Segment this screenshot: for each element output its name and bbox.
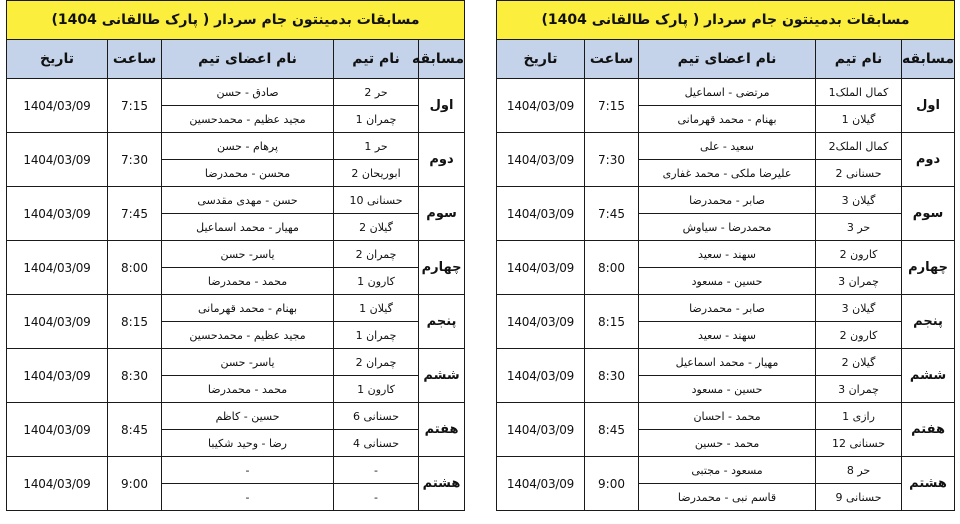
header-members: نام اعضای تیم bbox=[162, 40, 334, 79]
team-members-cell: حسین - کاظم bbox=[162, 403, 334, 430]
time-cell: 8:00 bbox=[585, 241, 639, 295]
team-name-cell: چمران 1 bbox=[334, 322, 419, 349]
time-cell: 8:00 bbox=[108, 241, 162, 295]
team-members-cell: مرتضی - اسماعیل bbox=[639, 79, 816, 106]
match-row bbox=[497, 295, 955, 322]
time-cell: 8:45 bbox=[585, 403, 639, 457]
race-cell: هشتم bbox=[902, 457, 955, 511]
match-row bbox=[497, 403, 955, 430]
match-row bbox=[497, 133, 955, 160]
team-members-cell: - bbox=[162, 457, 334, 484]
time-cell: 8:45 bbox=[108, 403, 162, 457]
team-name-cell: حسنانی 12 bbox=[816, 430, 902, 457]
team-members-cell: پرهام - حسن bbox=[162, 133, 334, 160]
team-name-cell: چمران 2 bbox=[334, 241, 419, 268]
team-members-cell: یاسر- حسن bbox=[162, 349, 334, 376]
team-name-cell: حسنانی 9 bbox=[816, 484, 902, 511]
team-members-cell: محمد - احسان bbox=[639, 403, 816, 430]
header-date: تاریخ bbox=[497, 40, 585, 79]
team-members-cell: صادق - حسن bbox=[162, 79, 334, 106]
schedule-body bbox=[7, 79, 465, 511]
time-cell: 9:00 bbox=[585, 457, 639, 511]
match-row bbox=[497, 349, 955, 376]
date-cell: 1404/03/09 bbox=[7, 133, 108, 187]
team-members-cell: محمد - حسین bbox=[639, 430, 816, 457]
race-cell: پنجم bbox=[902, 295, 955, 349]
schedule-panel-left bbox=[6, 0, 464, 524]
race-cell: سوم bbox=[902, 187, 955, 241]
team-members-cell: حسن - مهدی مقدسی bbox=[162, 187, 334, 214]
team-members-cell: مهیار - محمد اسماعیل bbox=[639, 349, 816, 376]
time-cell: 7:15 bbox=[585, 79, 639, 133]
team-name-cell: چمران 3 bbox=[816, 268, 902, 295]
header-race: مسابقه bbox=[902, 40, 955, 79]
team-name-cell: حر 3 bbox=[816, 214, 902, 241]
match-row bbox=[497, 79, 955, 106]
team-members-cell: قاسم نبی - محمدرضا bbox=[639, 484, 816, 511]
team-name-cell: حر 1 bbox=[334, 133, 419, 160]
team-name-cell: - bbox=[334, 484, 419, 511]
schedule-body bbox=[497, 79, 955, 511]
match-row bbox=[7, 241, 465, 268]
time-cell: 7:30 bbox=[585, 133, 639, 187]
team-name-cell: ابوریحان 2 bbox=[334, 160, 419, 187]
date-cell: 1404/03/09 bbox=[497, 295, 585, 349]
team-name-cell: حسنانی 10 bbox=[334, 187, 419, 214]
team-members-cell: سهند - سعید bbox=[639, 241, 816, 268]
date-cell: 1404/03/09 bbox=[7, 295, 108, 349]
team-name-cell: حر 8 bbox=[816, 457, 902, 484]
team-members-cell: صابر - محمدرضا bbox=[639, 187, 816, 214]
date-cell: 1404/03/09 bbox=[7, 241, 108, 295]
date-cell: 1404/03/09 bbox=[497, 403, 585, 457]
team-name-cell: گیلان 2 bbox=[334, 214, 419, 241]
team-name-cell: گیلان 3 bbox=[816, 295, 902, 322]
match-row bbox=[7, 133, 465, 160]
team-members-cell: سعید - علی bbox=[639, 133, 816, 160]
team-members-cell: محمدرضا - سیاوش bbox=[639, 214, 816, 241]
header-team: نام تیم bbox=[816, 40, 902, 79]
race-cell: ششم bbox=[419, 349, 465, 403]
team-members-cell: محمد - محمدرضا bbox=[162, 268, 334, 295]
race-cell: سوم bbox=[419, 187, 465, 241]
time-cell: 8:30 bbox=[108, 349, 162, 403]
team-name-cell: کارون 1 bbox=[334, 376, 419, 403]
date-cell: 1404/03/09 bbox=[7, 403, 108, 457]
match-row bbox=[7, 349, 465, 376]
table-title: مسابقات بدمینتون جام سردار ( پارک طالقانی 1404) bbox=[497, 1, 955, 40]
race-cell: هشتم bbox=[419, 457, 465, 511]
team-members-cell: بهنام - محمد قهرمانی bbox=[639, 106, 816, 133]
date-cell: 1404/03/09 bbox=[7, 457, 108, 511]
team-name-cell: رازی 1 bbox=[816, 403, 902, 430]
race-cell: ششم bbox=[902, 349, 955, 403]
team-name-cell: - bbox=[334, 457, 419, 484]
match-row bbox=[7, 457, 465, 484]
team-members-cell: حسین - مسعود bbox=[639, 376, 816, 403]
table-title: مسابقات بدمینتون جام سردار ( پارک طالقانی 1404) bbox=[7, 1, 465, 40]
team-name-cell: حسنانی 6 bbox=[334, 403, 419, 430]
match-row bbox=[7, 79, 465, 106]
team-members-cell: سهند - سعید bbox=[639, 322, 816, 349]
schedule-panel-right bbox=[496, 0, 954, 524]
time-cell: 8:30 bbox=[585, 349, 639, 403]
time-cell: 7:15 bbox=[108, 79, 162, 133]
time-cell: 8:15 bbox=[585, 295, 639, 349]
race-cell: چهارم bbox=[419, 241, 465, 295]
time-cell: 7:45 bbox=[108, 187, 162, 241]
time-cell: 7:45 bbox=[585, 187, 639, 241]
date-cell: 1404/03/09 bbox=[497, 187, 585, 241]
time-cell: 8:15 bbox=[108, 295, 162, 349]
header-date: تاریخ bbox=[7, 40, 108, 79]
team-name-cell: حسنانی 4 bbox=[334, 430, 419, 457]
team-members-cell: بهنام - محمد قهرمانی bbox=[162, 295, 334, 322]
header-members: نام اعضای تیم bbox=[639, 40, 816, 79]
date-cell: 1404/03/09 bbox=[497, 79, 585, 133]
header-time: ساعت bbox=[585, 40, 639, 79]
race-cell: هفتم bbox=[902, 403, 955, 457]
race-cell: دوم bbox=[902, 133, 955, 187]
team-name-cell: گیلان 1 bbox=[816, 106, 902, 133]
date-cell: 1404/03/09 bbox=[7, 79, 108, 133]
team-name-cell: کارون 2 bbox=[816, 241, 902, 268]
team-name-cell: چمران 3 bbox=[816, 376, 902, 403]
team-name-cell: گیلان 3 bbox=[816, 187, 902, 214]
team-name-cell: کمال الملک2 bbox=[816, 133, 902, 160]
header-time: ساعت bbox=[108, 40, 162, 79]
team-name-cell: کارون 1 bbox=[334, 268, 419, 295]
time-cell: 7:30 bbox=[108, 133, 162, 187]
team-name-cell: کمال الملک1 bbox=[816, 79, 902, 106]
team-members-cell: یاسر- حسن bbox=[162, 241, 334, 268]
race-cell: اول bbox=[902, 79, 955, 133]
team-members-cell: حسین - مسعود bbox=[639, 268, 816, 295]
team-members-cell: مجید عظیم - محمدحسین bbox=[162, 106, 334, 133]
team-members-cell: محسن - محمدرضا bbox=[162, 160, 334, 187]
race-cell: پنجم bbox=[419, 295, 465, 349]
team-name-cell: کارون 2 bbox=[816, 322, 902, 349]
race-cell: اول bbox=[419, 79, 465, 133]
match-row bbox=[497, 187, 955, 214]
team-members-cell: - bbox=[162, 484, 334, 511]
match-row bbox=[7, 403, 465, 430]
match-row bbox=[497, 241, 955, 268]
team-name-cell: چمران 2 bbox=[334, 349, 419, 376]
team-name-cell: چمران 1 bbox=[334, 106, 419, 133]
team-name-cell: حر 2 bbox=[334, 79, 419, 106]
date-cell: 1404/03/09 bbox=[497, 457, 585, 511]
header-team: نام تیم bbox=[334, 40, 419, 79]
time-cell: 9:00 bbox=[108, 457, 162, 511]
race-cell: هفتم bbox=[419, 403, 465, 457]
team-members-cell: محمد - محمدرضا bbox=[162, 376, 334, 403]
match-row bbox=[497, 457, 955, 484]
header-race: مسابقه bbox=[419, 40, 465, 79]
date-cell: 1404/03/09 bbox=[7, 187, 108, 241]
date-cell: 1404/03/09 bbox=[497, 133, 585, 187]
schedule-table bbox=[496, 0, 955, 511]
team-members-cell: صابر - محمدرضا bbox=[639, 295, 816, 322]
race-cell: دوم bbox=[419, 133, 465, 187]
match-row bbox=[7, 187, 465, 214]
team-members-cell: مهیار - محمد اسماعیل bbox=[162, 214, 334, 241]
team-members-cell: علیرضا ملکی - محمد غفاری bbox=[639, 160, 816, 187]
team-name-cell: گیلان 1 bbox=[334, 295, 419, 322]
date-cell: 1404/03/09 bbox=[7, 349, 108, 403]
schedule-table bbox=[6, 0, 465, 511]
team-members-cell: رضا - وحید شکیبا bbox=[162, 430, 334, 457]
match-row bbox=[7, 295, 465, 322]
race-cell: چهارم bbox=[902, 241, 955, 295]
team-name-cell: حسنانی 2 bbox=[816, 160, 902, 187]
date-cell: 1404/03/09 bbox=[497, 241, 585, 295]
team-members-cell: مجید عظیم - محمدحسین bbox=[162, 322, 334, 349]
team-members-cell: مسعود - مجتبی bbox=[639, 457, 816, 484]
team-name-cell: گیلان 2 bbox=[816, 349, 902, 376]
date-cell: 1404/03/09 bbox=[497, 349, 585, 403]
